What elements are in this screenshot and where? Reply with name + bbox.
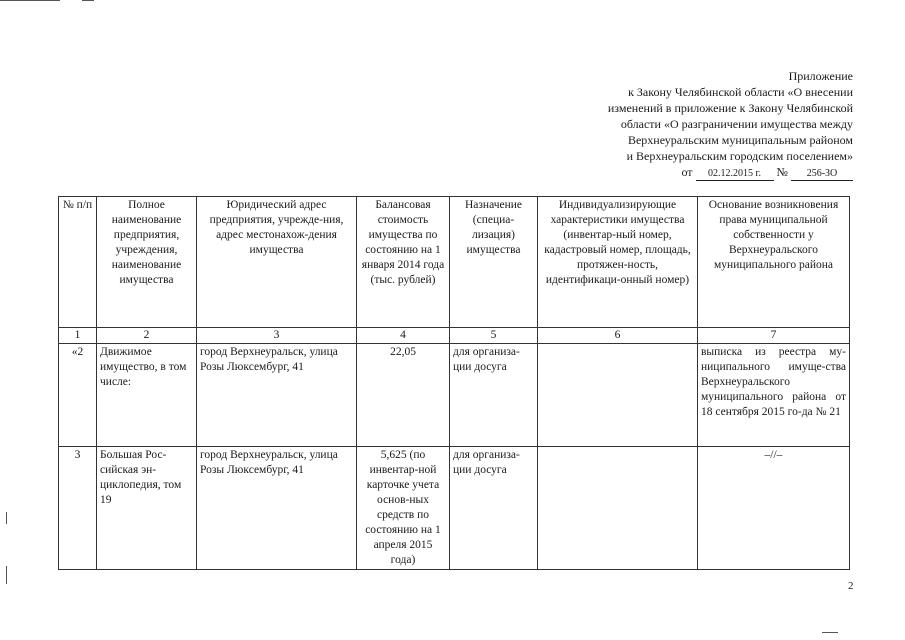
header-cell-basis: Основание возникновения права муниципальной собственности у Верхнеуральского муниципального района: [698, 197, 850, 328]
header-cell-characteristics: Индивидуализирующие характеристики имущества (инвентар-ный номер, кадастровый номер, площадь, протяжен-ность, идентификаци-онный номер): [538, 197, 698, 328]
property-table: [58, 196, 850, 570]
header-cell-purpose: Назначение (специа-лизация) имущества: [450, 197, 538, 328]
table-header-row: [59, 197, 850, 328]
cell-number: «2: [59, 344, 97, 447]
appendix-header: [480, 68, 853, 181]
header-line: Приложение: [788, 69, 853, 83]
scan-artifact: [6, 512, 7, 524]
header-line: области «О разграничении имущества между: [620, 117, 853, 131]
cell-name: Движимое имущество, в том числе:: [97, 344, 197, 447]
header-line: к Закону Челябинской области «О внесении: [628, 85, 853, 99]
header-cell-name: Полное наименование предприятия, учреждения, наименование имущества: [97, 197, 197, 328]
header-line: и Верхнеуральским городским поселением»: [626, 149, 853, 163]
column-number: 4: [357, 328, 450, 344]
from-label: от: [681, 165, 693, 179]
cell-characteristics: [538, 447, 698, 570]
column-number: 6: [538, 328, 698, 344]
column-number: 5: [450, 328, 538, 344]
cell-address: город Верхнеуральск, улица Розы Люксембург, 41: [197, 447, 357, 570]
column-number: 3: [197, 328, 357, 344]
cell-value: 5,625 (по инвентар-ной карточке учета основ-ных средств по состоянию на 1 апреля 2015 года): [357, 447, 450, 570]
law-number: 256-ЗО: [791, 167, 853, 181]
scan-artifact: [82, 0, 94, 1]
page-number: 2: [848, 580, 854, 592]
header-cell-number: № п/п: [59, 197, 97, 328]
scan-artifact: [0, 0, 60, 1]
cell-address: город Верхнеуральск, улица Розы Люксембург, 41: [197, 344, 357, 447]
column-number: 7: [698, 328, 850, 344]
cell-basis: –//–: [698, 447, 850, 570]
cell-characteristics: [538, 344, 698, 447]
cell-number: 3: [59, 447, 97, 570]
column-number-row: [59, 328, 850, 344]
law-date: 02.12.2015 г.: [696, 167, 774, 181]
number-label: №: [776, 165, 788, 179]
column-number: 2: [97, 328, 197, 344]
header-cell-value: Балансовая стоимость имущества по состоянию на 1 января 2014 года (тыс. рублей): [357, 197, 450, 328]
cell-name: Большая Рос-сийская эн-циклопедия, том 19: [97, 447, 197, 570]
header-cell-address: Юридический адрес предприятия, учрежде-ния, адрес местонахож-дения имущества: [197, 197, 357, 328]
law-date-number-line: [480, 164, 853, 181]
cell-value: 22,05: [357, 344, 450, 447]
header-line: изменений в приложение к Закону Челябинской: [607, 101, 853, 115]
table-row: [59, 447, 850, 570]
column-number: 1: [59, 328, 97, 344]
table-row: [59, 344, 850, 447]
cell-purpose: для организа-ции досуга: [450, 447, 538, 570]
cell-basis: выписка из реестра му-ниципального имуще-ства Верхнеуральского муниципального района от 18 сентября 2015 го-да № 21: [698, 344, 850, 447]
header-line: Верхнеуральским муниципальным районом: [627, 133, 853, 147]
scan-artifact: [6, 566, 7, 584]
cell-purpose: для организа-ции досуга: [450, 344, 538, 447]
scan-artifact: [822, 632, 838, 633]
